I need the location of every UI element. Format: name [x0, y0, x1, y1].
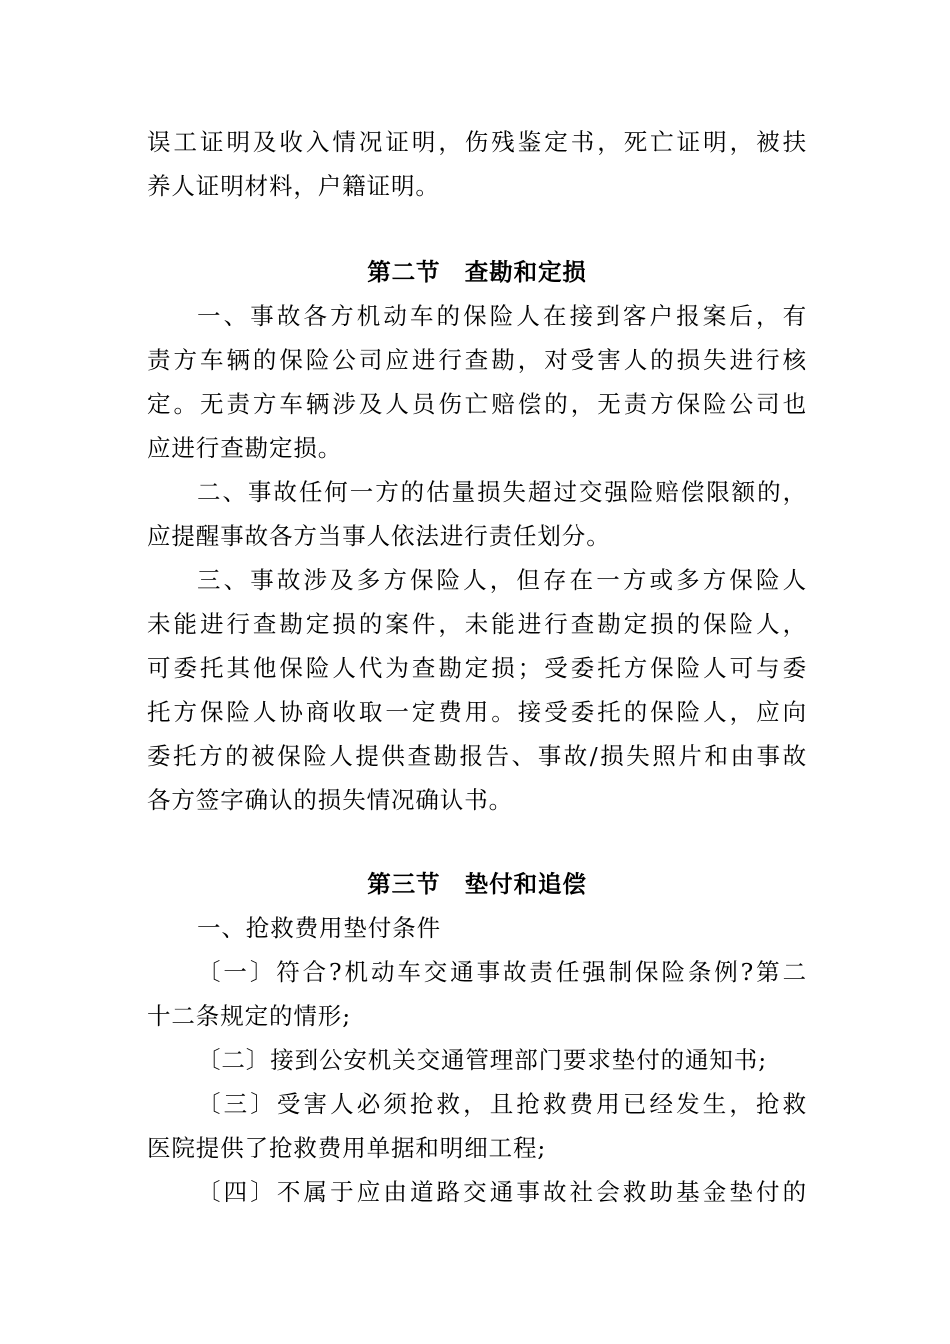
section-3-item-1-line-1: 〔一〕符合?机动车交通事故责任强制保险条例?第二: [197, 958, 807, 986]
section-2-p2-line-2: 应提醒事故各方当事人依法进行责任划分。: [147, 522, 611, 550]
section-2-p3-line-5: 委托方的被保险人提供查勘报告、事故/损失照片和由事故: [147, 742, 807, 770]
section-2-heading: 第二节 查勘和定损: [367, 258, 587, 286]
section-2-p3-line-2: 未能进行查勘定损的案件，未能进行查勘定损的保险人，: [147, 610, 807, 638]
section-2-p1-line-3: 定。无责方车辆涉及人员伤亡赔偿的，无责方保险公司也: [147, 390, 807, 418]
section-2-p3-line-4: 托方保险人协商收取一定费用。接受委托的保险人，应向: [147, 698, 807, 726]
section-3-item-3-line-1: 〔三〕受害人必须抢救，且抢救费用已经发生，抢救: [197, 1090, 807, 1118]
section-2-p1-line-1: 一、事故各方机动车的保险人在接到客户报案后，有: [197, 302, 807, 330]
section-2-p1-line-2: 责方车辆的保险公司应进行查勘，对受害人的损失进行核: [147, 346, 807, 374]
section-3-item-1-line-2: 十二条规定的情形;: [147, 1002, 352, 1030]
section-3-item-4-line-1: 〔四〕不属于应由道路交通事故社会救助基金垫付的: [197, 1178, 807, 1206]
section-2-p3-line-3: 可委托其他保险人代为查勘定损；受委托方保险人可与委: [147, 654, 807, 682]
intro-line-2: 养人证明材料，户籍证明。: [147, 172, 440, 200]
section-2-p2-line-1: 二、事故任何一方的估量损失超过交强险赔偿限额的，: [197, 478, 807, 506]
section-3-item-2-line-1: 〔二〕接到公安机关交通管理部门要求垫付的通知书;: [197, 1046, 768, 1074]
section-3-item-3-line-2: 医院提供了抢救费用单据和明细工程;: [147, 1134, 547, 1162]
section-2-p3-line-6: 各方签字确认的损失情况确认书。: [147, 786, 513, 814]
section-2-p3-line-1: 三、事故涉及多方保险人，但存在一方或多方保险人: [197, 566, 807, 594]
section-3-p1-line-1: 一、抢救费用垫付条件: [197, 914, 441, 942]
section-3-heading: 第三节 垫付和追偿: [367, 870, 587, 898]
intro-line-1: 误工证明及收入情况证明，伤残鉴定书，死亡证明，被扶: [147, 128, 807, 156]
section-2-p1-line-4: 应进行查勘定损。: [147, 434, 343, 462]
